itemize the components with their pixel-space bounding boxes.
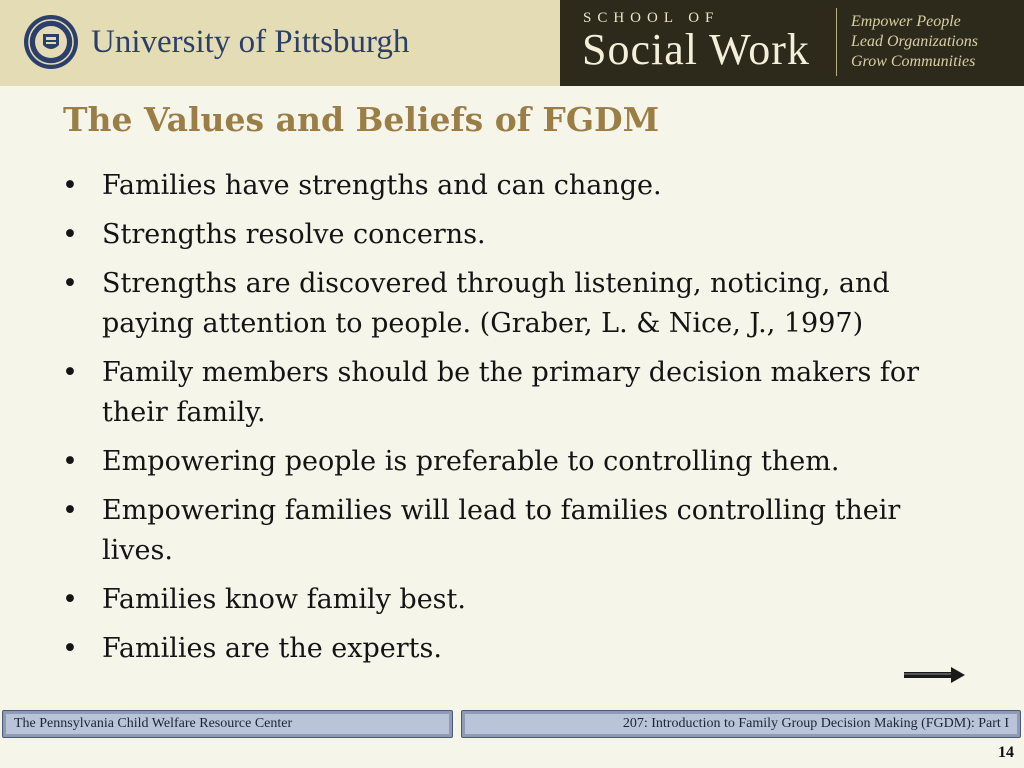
tagline-block bbox=[851, 12, 978, 72]
header-divider bbox=[836, 8, 837, 76]
bullet-item: • Family members should be the primary decision makers for their family. bbox=[62, 353, 972, 433]
bullet-list bbox=[62, 166, 972, 678]
school-of-label: SCHOOL OF bbox=[583, 10, 720, 26]
school-name: Social Work bbox=[582, 25, 810, 74]
university-name: University of Pittsburgh bbox=[91, 24, 410, 60]
tagline-1: Empower People bbox=[851, 13, 961, 30]
right-arrow-icon[interactable] bbox=[903, 663, 967, 687]
bullet-item: • Families are the experts. bbox=[62, 629, 972, 669]
bullet-item: • Strengths are discovered through listening, noticing, and paying attention to people. (Graber, L. & Nice, J., 1997) bbox=[62, 264, 972, 344]
footer-right-text: 207: Introduction to Family Group Decision Making (FGDM): Part I bbox=[465, 714, 1017, 734]
page-number: 14 bbox=[998, 744, 1014, 761]
bullet-item: • Families have strengths and can change. bbox=[62, 166, 972, 206]
bullet-item: • Strengths resolve concerns. bbox=[62, 215, 972, 255]
tagline-2: Lead Organizations bbox=[851, 33, 978, 50]
tagline-3: Grow Communities bbox=[851, 53, 976, 70]
footer-right-box bbox=[461, 710, 1021, 738]
university-seal-icon bbox=[23, 14, 79, 70]
bullet-item: • Empowering families will lead to families controlling their lives. bbox=[62, 491, 972, 571]
footer-left-box bbox=[2, 710, 453, 738]
footer-left-text: The Pennsylvania Child Welfare Resource Center bbox=[6, 714, 449, 734]
slide-title: The Values and Beliefs of FGDM bbox=[63, 100, 660, 139]
bullet-item: • Empowering people is preferable to controlling them. bbox=[62, 442, 972, 482]
bullet-item: • Families know family best. bbox=[62, 580, 972, 620]
